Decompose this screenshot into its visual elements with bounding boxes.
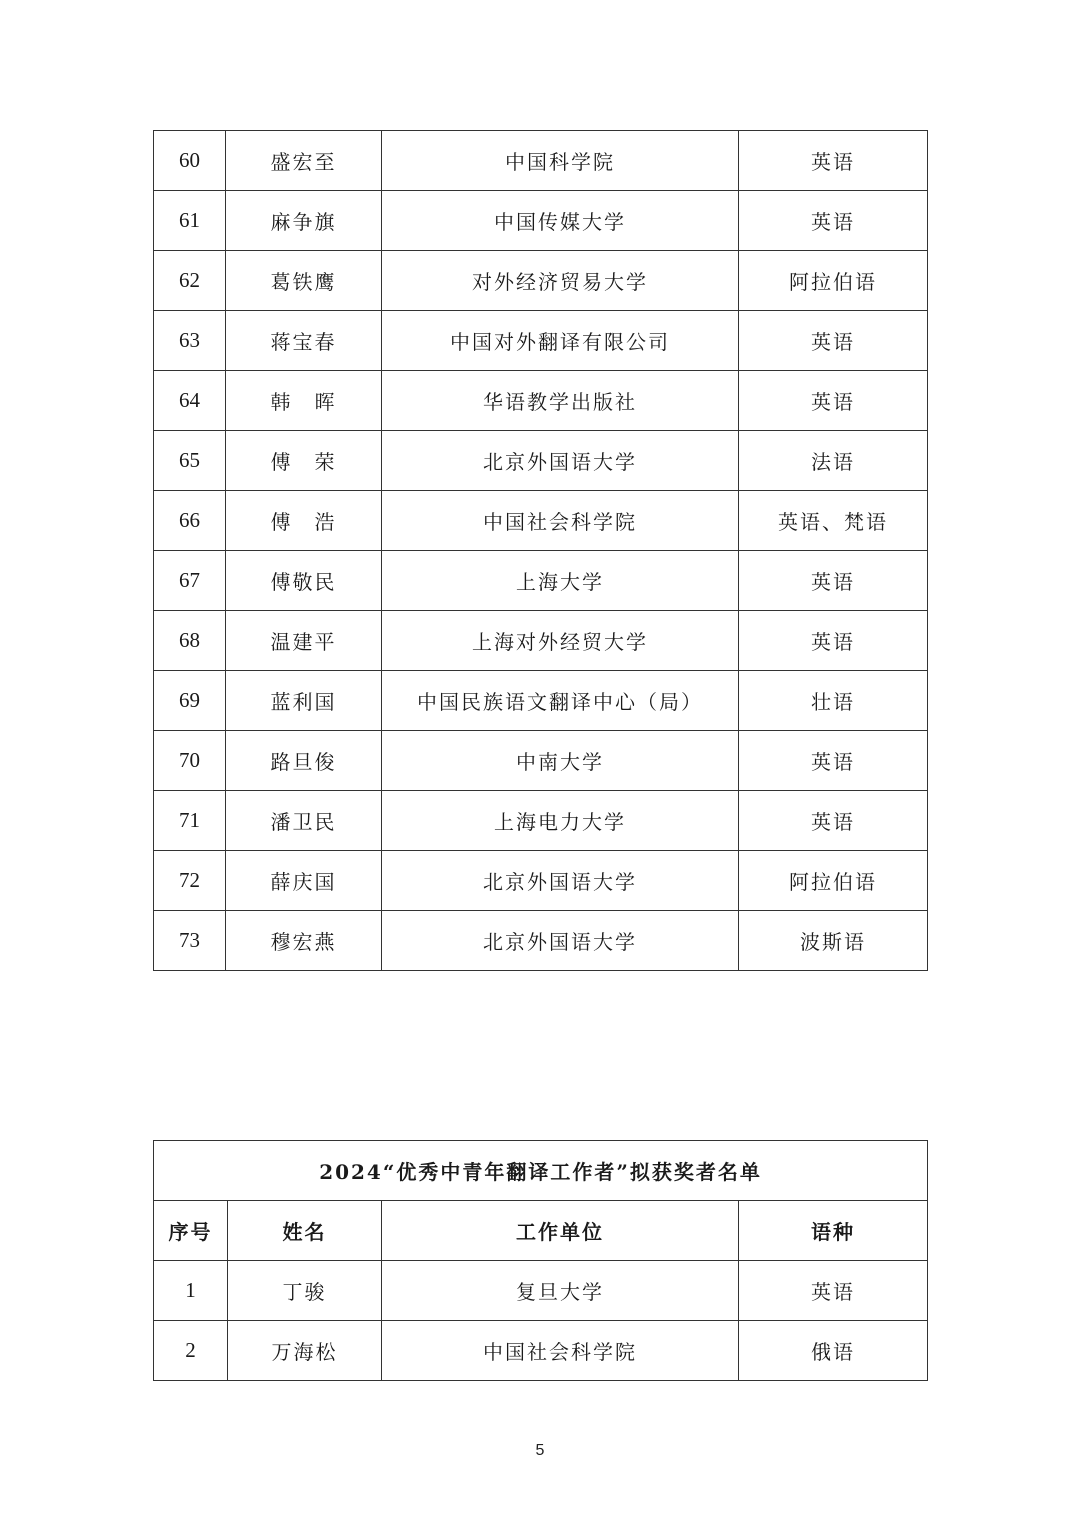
person-name: 葛铁鹰 (226, 251, 382, 311)
row-number: 61 (154, 191, 226, 251)
header-name: 姓名 (228, 1201, 382, 1261)
person-name: 潘卫民 (226, 791, 382, 851)
row-number: 60 (154, 131, 226, 191)
person-name: 傅 浩 (226, 491, 382, 551)
row-number: 68 (154, 611, 226, 671)
work-unit: 华语教学出版社 (382, 371, 739, 431)
language: 英语 (739, 311, 928, 371)
work-unit: 北京外国语大学 (382, 431, 739, 491)
honorees-table-continued (153, 130, 928, 971)
person-name: 蓝利国 (226, 671, 382, 731)
table-row (154, 1321, 928, 1381)
language: 法语 (739, 431, 928, 491)
row-number: 73 (154, 911, 226, 971)
row-number: 1 (154, 1261, 228, 1321)
table-row (154, 311, 928, 371)
young-translators-table (153, 1140, 928, 1381)
table-row (154, 431, 928, 491)
language: 英语、梵语 (739, 491, 928, 551)
table-row (154, 131, 928, 191)
person-name: 傅敬民 (226, 551, 382, 611)
table-title-row (154, 1141, 928, 1201)
language: 壮语 (739, 671, 928, 731)
row-number: 62 (154, 251, 226, 311)
row-number: 70 (154, 731, 226, 791)
person-name: 韩 晖 (226, 371, 382, 431)
work-unit: 北京外国语大学 (382, 911, 739, 971)
table-row (154, 911, 928, 971)
row-number: 71 (154, 791, 226, 851)
language: 英语 (739, 191, 928, 251)
language: 英语 (739, 551, 928, 611)
work-unit: 上海电力大学 (382, 791, 739, 851)
table-row (154, 371, 928, 431)
person-name: 麻争旗 (226, 191, 382, 251)
work-unit: 复旦大学 (382, 1261, 739, 1321)
table-row (154, 251, 928, 311)
work-unit: 中国民族语文翻译中心（局） (382, 671, 739, 731)
language: 英语 (739, 371, 928, 431)
person-name: 温建平 (226, 611, 382, 671)
row-number: 64 (154, 371, 226, 431)
work-unit: 中国对外翻译有限公司 (382, 311, 739, 371)
row-number: 66 (154, 491, 226, 551)
work-unit: 中南大学 (382, 731, 739, 791)
table-row (154, 491, 928, 551)
row-number: 2 (154, 1321, 228, 1381)
row-number: 65 (154, 431, 226, 491)
person-name: 穆宏燕 (226, 911, 382, 971)
language: 英语 (739, 1261, 928, 1321)
table-row (154, 1261, 928, 1321)
language: 英语 (739, 611, 928, 671)
person-name: 蒋宝春 (226, 311, 382, 371)
language: 英语 (739, 791, 928, 851)
person-name: 盛宏至 (226, 131, 382, 191)
table-row (154, 851, 928, 911)
row-number: 69 (154, 671, 226, 731)
work-unit: 中国社会科学院 (382, 1321, 739, 1381)
table-row (154, 191, 928, 251)
work-unit: 上海对外经贸大学 (382, 611, 739, 671)
table-row (154, 671, 928, 731)
header-number: 序号 (154, 1201, 228, 1261)
work-unit: 中国科学院 (382, 131, 739, 191)
table-row (154, 611, 928, 671)
language: 波斯语 (739, 911, 928, 971)
work-unit: 中国社会科学院 (382, 491, 739, 551)
row-number: 72 (154, 851, 226, 911)
person-name: 万海松 (228, 1321, 382, 1381)
header-language: 语种 (739, 1201, 928, 1261)
work-unit: 中国传媒大学 (382, 191, 739, 251)
language: 阿拉伯语 (739, 851, 928, 911)
work-unit: 北京外国语大学 (382, 851, 739, 911)
language: 英语 (739, 131, 928, 191)
person-name: 路旦俊 (226, 731, 382, 791)
person-name: 薛庆国 (226, 851, 382, 911)
language: 英语 (739, 731, 928, 791)
row-number: 63 (154, 311, 226, 371)
person-name: 丁骏 (228, 1261, 382, 1321)
table-row (154, 791, 928, 851)
language: 阿拉伯语 (739, 251, 928, 311)
header-unit: 工作单位 (382, 1201, 739, 1261)
row-number: 67 (154, 551, 226, 611)
work-unit: 上海大学 (382, 551, 739, 611)
table-title: 2024“优秀中青年翻译工作者”拟获奖者名单 (154, 1141, 928, 1201)
page-number: 5 (535, 1442, 545, 1459)
table-row (154, 551, 928, 611)
language: 俄语 (739, 1321, 928, 1381)
person-name: 傅 荣 (226, 431, 382, 491)
table-header-row (154, 1201, 928, 1261)
table-row (154, 731, 928, 791)
work-unit: 对外经济贸易大学 (382, 251, 739, 311)
